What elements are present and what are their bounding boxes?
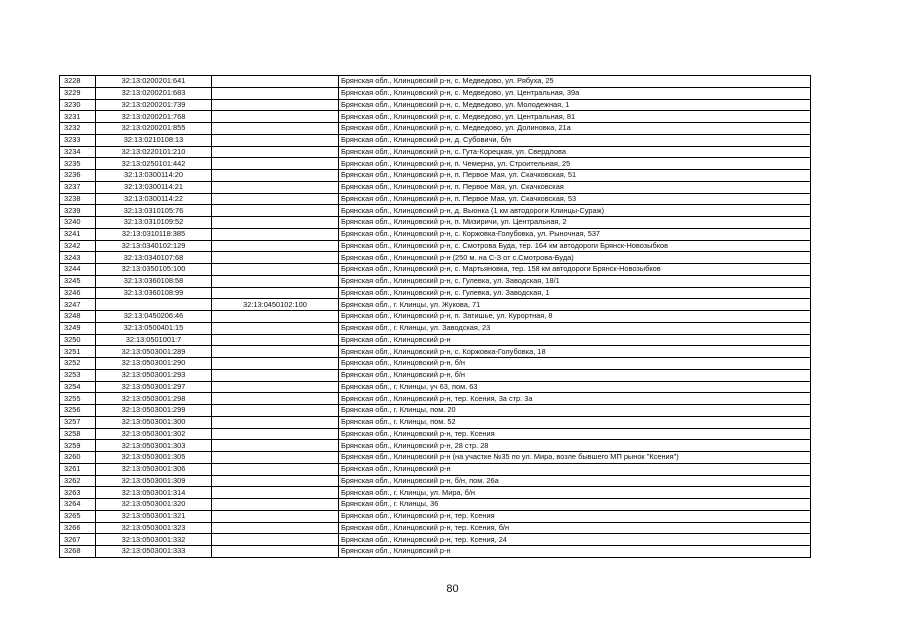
address-cell: Брянская обл., Клинцовский р-н, с. Мартьяновка, тер. 158 км автодороги Брянск-Новозыбков [339, 264, 811, 276]
cadastral-number-cell: 32:13:0310105:76 [96, 205, 212, 217]
table-row [60, 87, 811, 99]
cadastral-number-alt-cell [212, 76, 339, 88]
table-row [60, 170, 811, 182]
row-number-cell: 3236 [60, 170, 96, 182]
property-table [59, 75, 811, 558]
row-number-cell: 3265 [60, 510, 96, 522]
row-number-cell: 3237 [60, 181, 96, 193]
table-row [60, 252, 811, 264]
table-row [60, 217, 811, 229]
cadastral-number-alt-cell [212, 534, 339, 546]
table-row [60, 428, 811, 440]
cadastral-number-cell: 32:13:0200201:683 [96, 87, 212, 99]
page-number: 80 [446, 583, 459, 595]
cadastral-number-alt-cell [212, 452, 339, 464]
address-cell: Брянская обл., г. Клинцы, пом. 52 [339, 416, 811, 428]
address-cell: Брянская обл., Клинцовский р-н, с. Медведово, ул. Центральная, 81 [339, 111, 811, 123]
cadastral-number-cell: 32:13:0360108:58 [96, 275, 212, 287]
row-number-cell: 3253 [60, 369, 96, 381]
address-cell: Брянская обл., Клинцовский р-н [339, 334, 811, 346]
row-number-cell: 3267 [60, 534, 96, 546]
row-number-cell: 3232 [60, 123, 96, 135]
cadastral-number-cell: 32:13:0340102:129 [96, 240, 212, 252]
row-number-cell: 3261 [60, 463, 96, 475]
row-number-cell: 3260 [60, 452, 96, 464]
row-number-cell: 3234 [60, 146, 96, 158]
cadastral-number-alt-cell [212, 440, 339, 452]
row-number-cell: 3247 [60, 299, 96, 311]
cadastral-number-cell [96, 299, 212, 311]
address-cell: Брянская обл., Клинцовский р-н, б/н, пом. 26а [339, 475, 811, 487]
cadastral-number-alt-cell [212, 311, 339, 323]
table-row [60, 193, 811, 205]
address-cell: Брянская обл., г. Клинцы, ул. Мира, б/н [339, 487, 811, 499]
cadastral-number-alt-cell [212, 205, 339, 217]
table-row [60, 123, 811, 135]
table-row [60, 299, 811, 311]
cadastral-number-alt-cell: 32:13:0450102:100 [212, 299, 339, 311]
cadastral-number-cell: 32:13:0503001:305 [96, 452, 212, 464]
cadastral-number-alt-cell [212, 275, 339, 287]
address-cell: Брянская обл., Клинцовский р-н, с. Медведово, ул. Рябуха, 25 [339, 76, 811, 88]
row-number-cell: 3238 [60, 193, 96, 205]
cadastral-number-cell: 32:13:0503001:333 [96, 546, 212, 558]
cadastral-number-cell: 32:13:0503001:300 [96, 416, 212, 428]
row-number-cell: 3229 [60, 87, 96, 99]
cadastral-number-alt-cell [212, 369, 339, 381]
address-cell: Брянская обл., Клинцовский р-н (250 м. на С-З от с.Смотрова-Буда) [339, 252, 811, 264]
cadastral-number-alt-cell [212, 463, 339, 475]
cadastral-number-alt-cell [212, 158, 339, 170]
cadastral-number-cell: 32:13:0500401:15 [96, 322, 212, 334]
table-row [60, 228, 811, 240]
cadastral-number-cell: 32:13:0200201:855 [96, 123, 212, 135]
table-row [60, 134, 811, 146]
table-row [60, 181, 811, 193]
cadastral-number-alt-cell [212, 416, 339, 428]
table-row [60, 275, 811, 287]
cadastral-number-cell: 32:13:0310118:385 [96, 228, 212, 240]
cadastral-number-cell: 32:13:0503001:299 [96, 405, 212, 417]
cadastral-number-alt-cell [212, 146, 339, 158]
address-cell: Брянская обл., Клинцовский р-н, п. Чемерна, ул. Строительная, 25 [339, 158, 811, 170]
cadastral-number-alt-cell [212, 358, 339, 370]
cadastral-number-cell: 32:13:0250101:442 [96, 158, 212, 170]
table-row [60, 76, 811, 88]
cadastral-number-cell: 32:13:0310109:52 [96, 217, 212, 229]
table-row [60, 240, 811, 252]
row-number-cell: 3252 [60, 358, 96, 370]
table-row [60, 146, 811, 158]
table-row [60, 158, 811, 170]
address-cell: Брянская обл., Клинцовский р-н, с. Медведово, ул. Долиновка, 21а [339, 123, 811, 135]
cadastral-number-cell: 32:13:0200201:641 [96, 76, 212, 88]
row-number-cell: 3263 [60, 487, 96, 499]
table-row [60, 452, 811, 464]
cadastral-number-alt-cell [212, 87, 339, 99]
address-cell: Брянская обл., Клинцовский р-н, с. Коржовка-Голубовка, ул. Рыночная, 537 [339, 228, 811, 240]
row-number-cell: 3264 [60, 499, 96, 511]
cadastral-number-alt-cell [212, 475, 339, 487]
cadastral-number-alt-cell [212, 134, 339, 146]
row-number-cell: 3268 [60, 546, 96, 558]
row-number-cell: 3250 [60, 334, 96, 346]
row-number-cell: 3246 [60, 287, 96, 299]
row-number-cell: 3243 [60, 252, 96, 264]
cadastral-number-alt-cell [212, 322, 339, 334]
address-cell: Брянская обл., Клинцовский р-н, с. Смотрова Буда, тер. 164 км автодороги Брянск-Новозыбков [339, 240, 811, 252]
cadastral-number-alt-cell [212, 111, 339, 123]
address-cell: Брянская обл., Клинцовский р-н, п. Первое Мая, ул. Скачковская, 51 [339, 170, 811, 182]
cadastral-number-cell: 32:13:0300114:22 [96, 193, 212, 205]
cadastral-number-cell: 32:13:0503001:320 [96, 499, 212, 511]
row-number-cell: 3242 [60, 240, 96, 252]
address-cell: Брянская обл., Клинцовский р-н, с. Гута-Корецкая, ул. Свердлова [339, 146, 811, 158]
address-cell: Брянская обл., г. Клинцы, ул. Жукова, 71 [339, 299, 811, 311]
cadastral-number-alt-cell [212, 499, 339, 511]
cadastral-number-alt-cell [212, 346, 339, 358]
table-row [60, 499, 811, 511]
row-number-cell: 3239 [60, 205, 96, 217]
address-cell: Брянская обл., Клинцовский р-н, 28 стр. 28 [339, 440, 811, 452]
row-number-cell: 3262 [60, 475, 96, 487]
row-number-cell: 3259 [60, 440, 96, 452]
table-row [60, 287, 811, 299]
row-number-cell: 3248 [60, 311, 96, 323]
cadastral-number-alt-cell [212, 487, 339, 499]
cadastral-number-alt-cell [212, 510, 339, 522]
address-cell: Брянская обл., г. Клинцы, пом. 20 [339, 405, 811, 417]
address-cell: Брянская обл., Клинцовский р-н, тер. Ксения [339, 428, 811, 440]
table-row [60, 546, 811, 558]
row-number-cell: 3235 [60, 158, 96, 170]
table-row [60, 99, 811, 111]
row-number-cell: 3241 [60, 228, 96, 240]
table-row [60, 111, 811, 123]
address-cell: Брянская обл., Клинцовский р-н, п. Первое Мая, ул. Скачковская [339, 181, 811, 193]
cadastral-number-alt-cell [212, 99, 339, 111]
row-number-cell: 3240 [60, 217, 96, 229]
table-row [60, 311, 811, 323]
address-cell: Брянская обл., г. Клинцы, ул. Заводская, 23 [339, 322, 811, 334]
cadastral-number-alt-cell [212, 193, 339, 205]
cadastral-number-cell: 32:13:0220101:210 [96, 146, 212, 158]
row-number-cell: 3249 [60, 322, 96, 334]
cadastral-number-cell: 32:13:0200201:739 [96, 99, 212, 111]
table-row [60, 510, 811, 522]
table-row [60, 369, 811, 381]
address-cell: Брянская обл., Клинцовский р-н, б/н [339, 369, 811, 381]
cadastral-number-alt-cell [212, 217, 339, 229]
table-row [60, 264, 811, 276]
cadastral-number-cell: 32:13:0503001:314 [96, 487, 212, 499]
cadastral-number-alt-cell [212, 405, 339, 417]
cadastral-number-cell: 32:13:0350105:100 [96, 264, 212, 276]
cadastral-number-alt-cell [212, 264, 339, 276]
cadastral-number-alt-cell [212, 428, 339, 440]
property-table-body [60, 76, 811, 558]
cadastral-number-cell: 32:13:0503001:332 [96, 534, 212, 546]
cadastral-number-alt-cell [212, 393, 339, 405]
address-cell: Брянская обл., Клинцовский р-н, б/н [339, 358, 811, 370]
cadastral-number-cell: 32:13:0210108:13 [96, 134, 212, 146]
table-row [60, 381, 811, 393]
address-cell: Брянская обл., г. Клинцы, уч 63, пом. 63 [339, 381, 811, 393]
cadastral-number-alt-cell [212, 123, 339, 135]
cadastral-number-cell: 32:13:0503001:293 [96, 369, 212, 381]
row-number-cell: 3244 [60, 264, 96, 276]
table-row [60, 534, 811, 546]
address-cell: Брянская обл., Клинцовский р-н, с. Медведово, ул. Молодежная, 1 [339, 99, 811, 111]
table-row [60, 405, 811, 417]
cadastral-number-cell: 32:13:0503001:321 [96, 510, 212, 522]
address-cell: Брянская обл., Клинцовский р-н, д. Вьюнка (1 км автодороги Клинцы-Сураж) [339, 205, 811, 217]
address-cell: Брянская обл., г. Клинцы, 36 [339, 499, 811, 511]
table-row [60, 440, 811, 452]
table-row [60, 416, 811, 428]
address-cell: Брянская обл., Клинцовский р-н, с. Гулевка, ул. Заводская, 1 [339, 287, 811, 299]
cadastral-number-alt-cell [212, 381, 339, 393]
address-cell: Брянская обл., Клинцовский р-н, тер. Ксения, б/н [339, 522, 811, 534]
cadastral-number-alt-cell [212, 240, 339, 252]
row-number-cell: 3266 [60, 522, 96, 534]
row-number-cell: 3255 [60, 393, 96, 405]
cadastral-number-cell: 32:13:0300114:20 [96, 170, 212, 182]
cadastral-number-alt-cell [212, 252, 339, 264]
cadastral-number-cell: 32:13:0340107:68 [96, 252, 212, 264]
table-row [60, 322, 811, 334]
address-cell: Брянская обл., Клинцовский р-н, тер. Ксения, 24 [339, 534, 811, 546]
row-number-cell: 3254 [60, 381, 96, 393]
cadastral-number-cell: 32:13:0503001:306 [96, 463, 212, 475]
address-cell: Брянская обл., Клинцовский р-н, п. Мизиричи, ул. Центральная, 2 [339, 217, 811, 229]
cadastral-number-alt-cell [212, 334, 339, 346]
cadastral-number-alt-cell [212, 546, 339, 558]
cadastral-number-alt-cell [212, 287, 339, 299]
row-number-cell: 3230 [60, 99, 96, 111]
cadastral-number-cell: 32:13:0501001:7 [96, 334, 212, 346]
table-row [60, 358, 811, 370]
address-cell: Брянская обл., Клинцовский р-н (на участке №35 по ул. Мира, возле бывшего МП рынок "Ксения") [339, 452, 811, 464]
cadastral-number-cell: 32:13:0503001:297 [96, 381, 212, 393]
cadastral-number-cell: 32:13:0503001:302 [96, 428, 212, 440]
address-cell: Брянская обл., Клинцовский р-н, д. Субовичи, б/н [339, 134, 811, 146]
address-cell: Брянская обл., Клинцовский р-н [339, 463, 811, 475]
table-row [60, 205, 811, 217]
cadastral-number-alt-cell [212, 170, 339, 182]
row-number-cell: 3228 [60, 76, 96, 88]
cadastral-number-cell: 32:13:0503001:290 [96, 358, 212, 370]
address-cell: Брянская обл., Клинцовский р-н, тер. Ксения, 3а стр. 3а [339, 393, 811, 405]
row-number-cell: 3245 [60, 275, 96, 287]
cadastral-number-cell: 32:13:0200201:768 [96, 111, 212, 123]
cadastral-number-alt-cell [212, 228, 339, 240]
cadastral-number-alt-cell [212, 522, 339, 534]
cadastral-number-cell: 32:13:0503001:303 [96, 440, 212, 452]
table-row [60, 346, 811, 358]
row-number-cell: 3257 [60, 416, 96, 428]
row-number-cell: 3258 [60, 428, 96, 440]
table-row [60, 487, 811, 499]
cadastral-number-cell: 32:13:0503001:298 [96, 393, 212, 405]
address-cell: Брянская обл., Клинцовский р-н, п. Затишье, ул. Курортная, 8 [339, 311, 811, 323]
cadastral-number-cell: 32:13:0503001:289 [96, 346, 212, 358]
cadastral-number-cell: 32:13:0300114:21 [96, 181, 212, 193]
table-row [60, 334, 811, 346]
table-row [60, 393, 811, 405]
address-cell: Брянская обл., Клинцовский р-н, с. Медведово, ул. Центральная, 39а [339, 87, 811, 99]
row-number-cell: 3256 [60, 405, 96, 417]
cadastral-number-alt-cell [212, 181, 339, 193]
cadastral-number-cell: 32:13:0360108:99 [96, 287, 212, 299]
cadastral-number-cell: 32:13:0503001:309 [96, 475, 212, 487]
table-row [60, 463, 811, 475]
row-number-cell: 3233 [60, 134, 96, 146]
table-row [60, 522, 811, 534]
row-number-cell: 3251 [60, 346, 96, 358]
cadastral-number-cell: 32:13:0450206:46 [96, 311, 212, 323]
address-cell: Брянская обл., Клинцовский р-н, с. Коржовка-Голубовка, 18 [339, 346, 811, 358]
row-number-cell: 3231 [60, 111, 96, 123]
address-cell: Брянская обл., Клинцовский р-н, п. Первое Мая, ул. Скачковская, 53 [339, 193, 811, 205]
table-row [60, 475, 811, 487]
address-cell: Брянская обл., Клинцовский р-н [339, 546, 811, 558]
address-cell: Брянская обл., Клинцовский р-н, тер. Ксения [339, 510, 811, 522]
address-cell: Брянская обл., Клинцовский р-н, с. Гулевка, ул. Заводская, 18/1 [339, 275, 811, 287]
cadastral-number-cell: 32:13:0503001:323 [96, 522, 212, 534]
